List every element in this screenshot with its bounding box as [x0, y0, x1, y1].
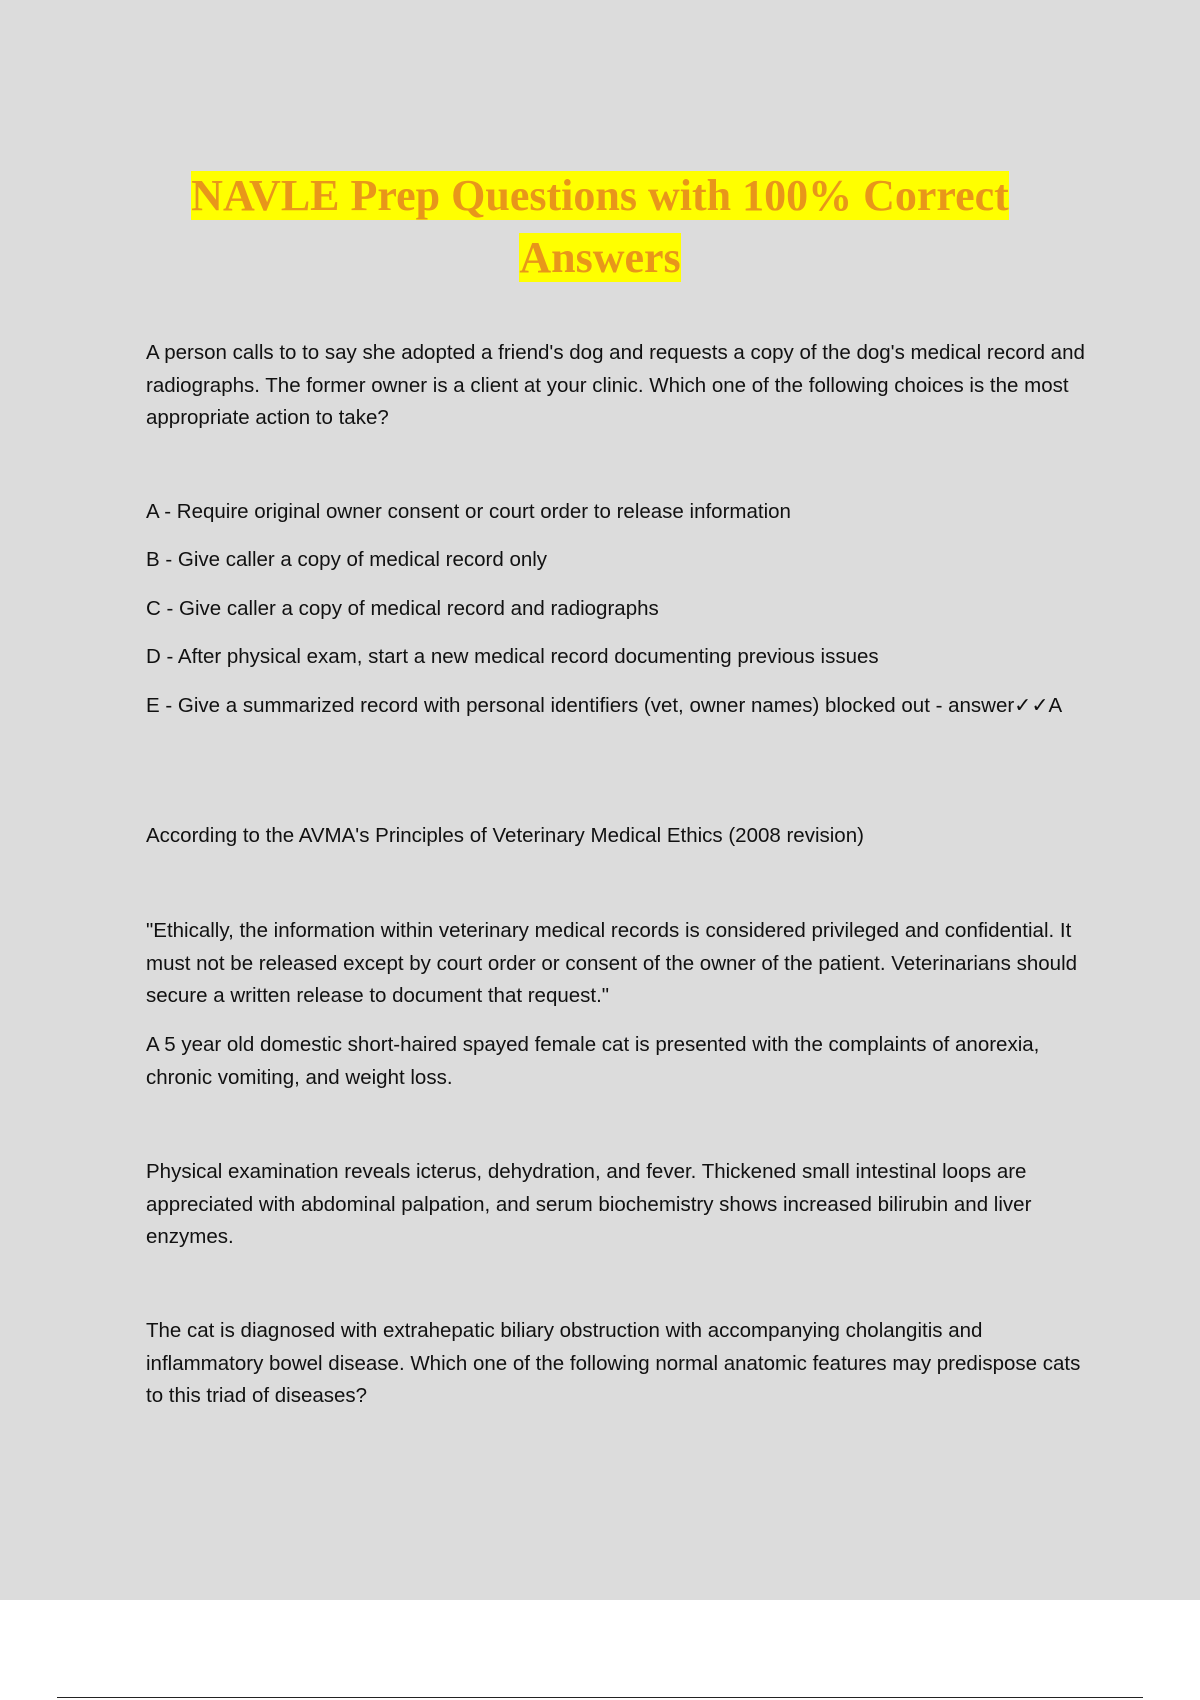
question-1-quote: "Ethically, the information within veterinary medical records is considered privileged and confidential. It must not be released except by court order or consent of the owner of the patient. Veterinarians should secure a written release to document that request." — [146, 919, 1078, 1007]
question-1-option-b: B - Give caller a copy of medical record only — [146, 548, 548, 571]
question-2-intro: A 5 year old domestic short-haired spayed female cat is presented with the complaints of anorexia, chronic vomiting, and weight loss. — [146, 1033, 1040, 1089]
question-2-diagnosis: The cat is diagnosed with extrahepatic biliary obstruction with accompanying cholangitis and inflammatory bowel disease. Which one of the following normal anatomic features may predispose cats to this triad of diseases? — [146, 1319, 1081, 1407]
footer-divider — [57, 1697, 1143, 1698]
title-line-1: NAVLE Prep Questions with 100% Correct — [191, 171, 1009, 220]
document-title — [100, 165, 1100, 289]
title-line-2: Answers — [519, 233, 681, 282]
question-1-option-e-answer: E - Give a summarized record with personal identifiers (vet, owner names) blocked out - answer✓✓A — [146, 694, 1063, 717]
question-1-source: According to the AVMA's Principles of Veterinary Medical Ethics (2008 revision) — [146, 824, 864, 847]
question-1-option-d: D - After physical exam, start a new medical record documenting previous issues — [146, 645, 879, 668]
question-1-stem: A person calls to to say she adopted a friend's dog and requests a copy of the dog's medical record and radiographs. The former owner is a client at your clinic. Which one of the following choices is the most appropriate action to take? — [146, 341, 1085, 429]
question-1-option-a: A - Require original owner consent or court order to release information — [146, 500, 791, 523]
question-1-option-c: C - Give caller a copy of medical record and radiographs — [146, 597, 659, 620]
question-2-exam: Physical examination reveals icterus, dehydration, and fever. Thickened small intestinal loops are appreciated with abdominal palpation, and serum biochemistry shows increased bilirubin and liver enzymes. — [146, 1160, 1032, 1248]
